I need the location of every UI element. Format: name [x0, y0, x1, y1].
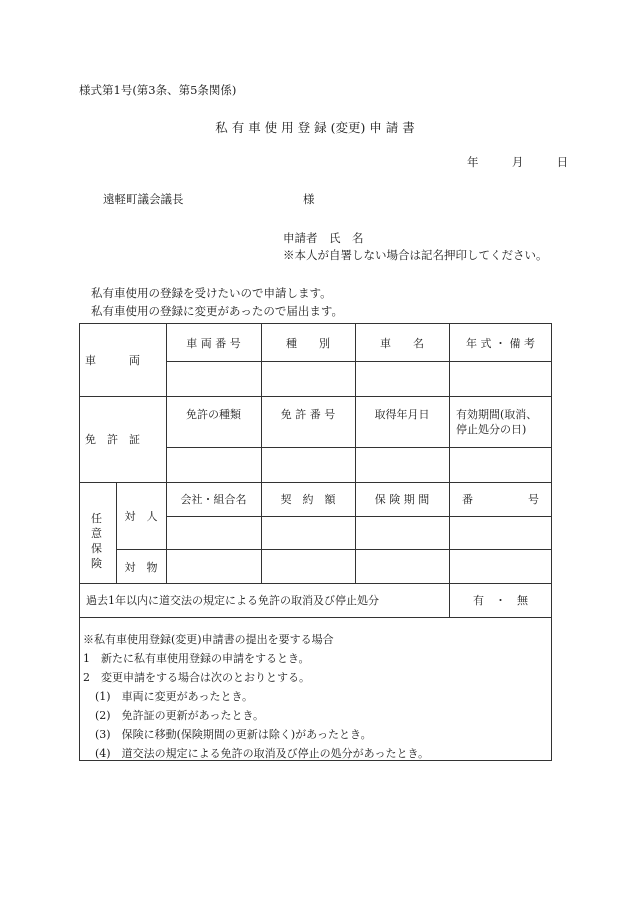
notes-heading: ※私有車使用登録(変更)申請書の提出を要する場合 — [83, 633, 334, 646]
insurance-amount-header: 契 約 額 — [280, 493, 336, 506]
vehicle-type-header: 種 別 — [286, 337, 330, 350]
insurance-group-label: 任意保険 — [91, 512, 102, 570]
date-day: 日 — [556, 155, 569, 169]
insurance-number-header: 番 号 — [462, 493, 539, 506]
insurance-period-header: 保 険 期 間 — [374, 493, 430, 506]
notes-subitem: (4) 道交法の規定による免許の取消及び停止の処分があったとき。 — [95, 747, 430, 760]
notes-item: 2 変更申請をする場合は次のとおりとする。 — [83, 671, 310, 684]
insurance-company-header: 会社・組合名 — [180, 493, 247, 506]
notes-subitem: (1) 車両に変更があったとき。 — [95, 690, 254, 703]
notes-section — [83, 630, 429, 763]
addressee: 遠軽町議会議長 — [103, 192, 184, 206]
vehicle-name-header: 車 名 — [380, 337, 424, 350]
license-number-header: 免 許 番 号 — [280, 408, 336, 421]
notes-subitem: (2) 免許証の更新があったとき。 — [95, 709, 265, 722]
honorific: 様 — [303, 192, 315, 206]
intro-line-1: 私有車使用の登録を受けたいので申請します。 — [91, 286, 332, 300]
past-record-value: 有 ・ 無 — [473, 594, 528, 607]
notes-subitem: (3) 保険に移動(保険期間の更新は除く)があったとき。 — [95, 728, 372, 741]
date-line — [467, 157, 568, 169]
date-year: 年 — [467, 155, 479, 169]
intro-line-2: 私有車使用の登録に変更があったので届出ます。 — [91, 304, 343, 318]
license-row-label: 免 許 証 — [85, 433, 140, 446]
seal-note: ※本人が自署しない場合は記名押印してください。 — [283, 248, 548, 262]
insurance-property-label: 対 物 — [124, 561, 158, 574]
insurance-personal-label: 対 人 — [124, 510, 158, 523]
license-date-header: 取得年月日 — [374, 408, 430, 421]
past-record-label: 過去1年以内に道交法の規定による免許の取消及び停止処分 — [86, 594, 379, 607]
document-title: 私 有 車 使 用 登 録 (変更) 申 請 書 — [215, 120, 415, 135]
date-month: 月 — [511, 155, 524, 169]
vehicle-row-label: 車 両 — [85, 354, 140, 367]
notes-item: 1 新たに私有車使用登録の申請をするとき。 — [83, 652, 310, 665]
form-number: 様式第1号(第3条、第5条関係) — [79, 83, 237, 97]
vehicle-number-header: 車 両 番 号 — [186, 337, 241, 350]
license-type-header: 免許の種類 — [186, 408, 241, 421]
license-validity-header: 有効期間(取消、停止処分の日) — [456, 408, 538, 436]
vehicle-year-header: 年 式 ・ 備 考 — [466, 337, 535, 350]
applicant-name-label: 申請者 氏 名 — [283, 231, 364, 245]
